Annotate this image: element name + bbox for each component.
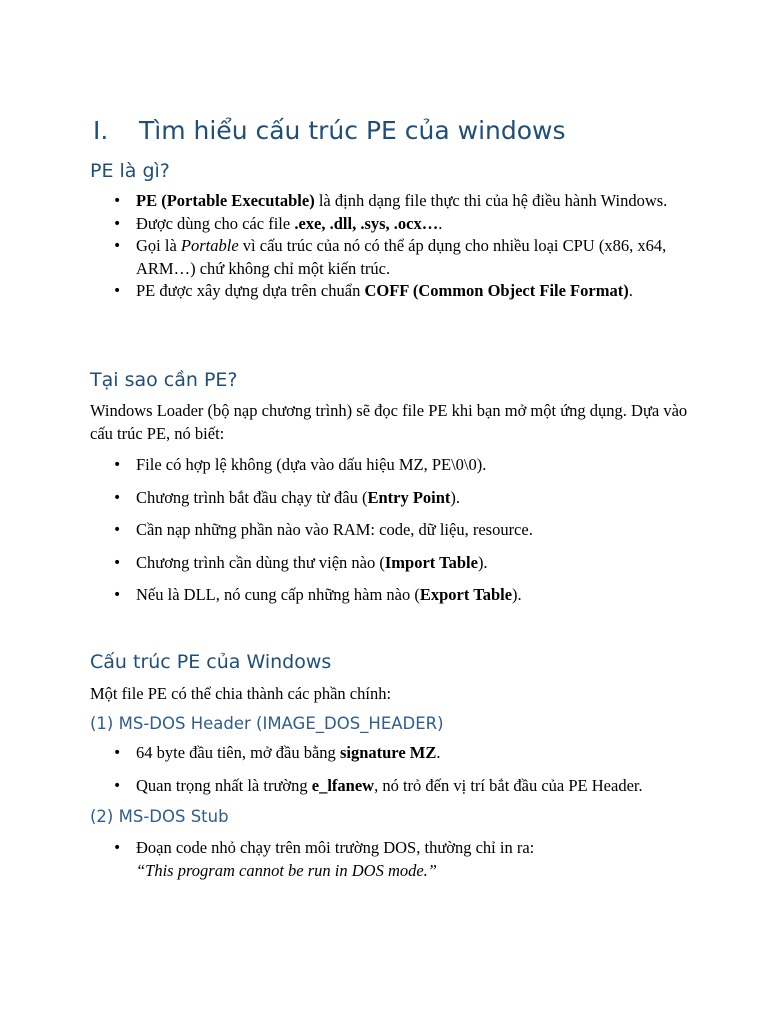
list-item: [90, 454, 690, 477]
item-text: Nếu là DLL, nó cung cấp những hàm nào (: [136, 585, 420, 604]
list-item: [90, 775, 690, 798]
heading-title: Tìm hiểu cấu trúc PE của windows: [139, 116, 566, 145]
dos-header-list: [90, 742, 690, 807]
bold-text: Import Table: [384, 552, 478, 572]
list-item: [90, 213, 690, 236]
heading-number: I.: [93, 116, 109, 145]
section-heading-what-is-pe: PE là gì?: [90, 160, 170, 182]
item-text: ).: [450, 487, 461, 507]
item-text: File có hợp lệ không (dựa vào dấu hiệu MZ, PE\0\0).: [136, 455, 487, 474]
item-text: vì cấu trúc của nó có thể áp dụng cho nhiều loại CPU (x86, x64, ARM…) chứ không chỉ một kiến trúc.: [136, 236, 667, 278]
list-item: [90, 552, 690, 575]
item-text: Cần nạp những phần nào vào RAM: code, dữ liệu, resource.: [136, 520, 533, 539]
item-text: Chương trình cần dùng thư viện nào (: [136, 552, 385, 572]
bold-text: Entry Point: [367, 487, 451, 507]
item-text: .: [628, 281, 633, 300]
item-text: ).: [477, 552, 488, 572]
item-text: Chương trình bắt đầu chạy từ đâu (: [136, 487, 368, 507]
bold-text: Export Table: [419, 585, 513, 604]
item-text: là định dạng file thực thi của hệ điều hành Windows.: [314, 191, 668, 210]
why-pe-list: [90, 454, 690, 617]
dos-stub-list: [90, 837, 690, 882]
item-text: , nó trỏ đến vị trí bắt đầu của PE Header.: [374, 775, 643, 795]
list-item: [90, 837, 690, 882]
section-heading-pe-structure: Cấu trúc PE của Windows: [90, 651, 332, 673]
why-pe-intro: Windows Loader (bộ nạp chương trình) sẽ đọc file PE khi bạn mở một ứng dụng. Dựa vào cấu trúc PE, nó biết:: [90, 401, 688, 443]
item-text: Quan trọng nhất là trường: [136, 775, 312, 795]
bold-text: .exe, .dll, .sys, .ocx…: [294, 213, 439, 233]
italic-text: “This program cannot be run in DOS mode.”: [136, 860, 437, 880]
item-text: 64 byte đầu tiên, mở đầu bằng: [136, 743, 340, 762]
italic-text: Portable: [180, 236, 239, 255]
section-heading-why-pe: Tại sao cần PE?: [90, 369, 238, 391]
item-text: ).: [512, 585, 522, 604]
subheading-dos-header: (1) MS-DOS Header (IMAGE_DOS_HEADER): [90, 714, 444, 733]
main-heading: [93, 113, 566, 149]
item-text: Được dùng cho các file: [136, 213, 295, 233]
list-item: [90, 190, 690, 213]
subheading-dos-stub: (2) MS-DOS Stub: [90, 807, 229, 826]
item-text: .: [438, 213, 443, 233]
bold-text: COFF (Common Object File Format): [364, 281, 629, 300]
what-is-pe-list: [90, 190, 690, 303]
item-text: Gọi là: [136, 236, 181, 255]
item-text: Đoạn code nhỏ chạy trên môi trường DOS, thường chỉ in ra:: [136, 838, 535, 857]
list-item: [90, 280, 690, 303]
bold-text: PE (Portable Executable): [136, 191, 315, 210]
bold-text: e_lfanew: [311, 775, 375, 795]
item-text: .: [436, 743, 441, 762]
pe-structure-intro: Một file PE có thể chia thành các phần chính:: [90, 684, 392, 703]
list-item: [90, 584, 690, 607]
list-item: [90, 487, 690, 510]
list-item: [90, 742, 690, 765]
list-item: [90, 519, 690, 542]
list-item: [90, 235, 690, 280]
bold-text: signature MZ: [339, 743, 437, 762]
item-text: PE được xây dựng dựa trên chuẩn: [136, 281, 365, 300]
